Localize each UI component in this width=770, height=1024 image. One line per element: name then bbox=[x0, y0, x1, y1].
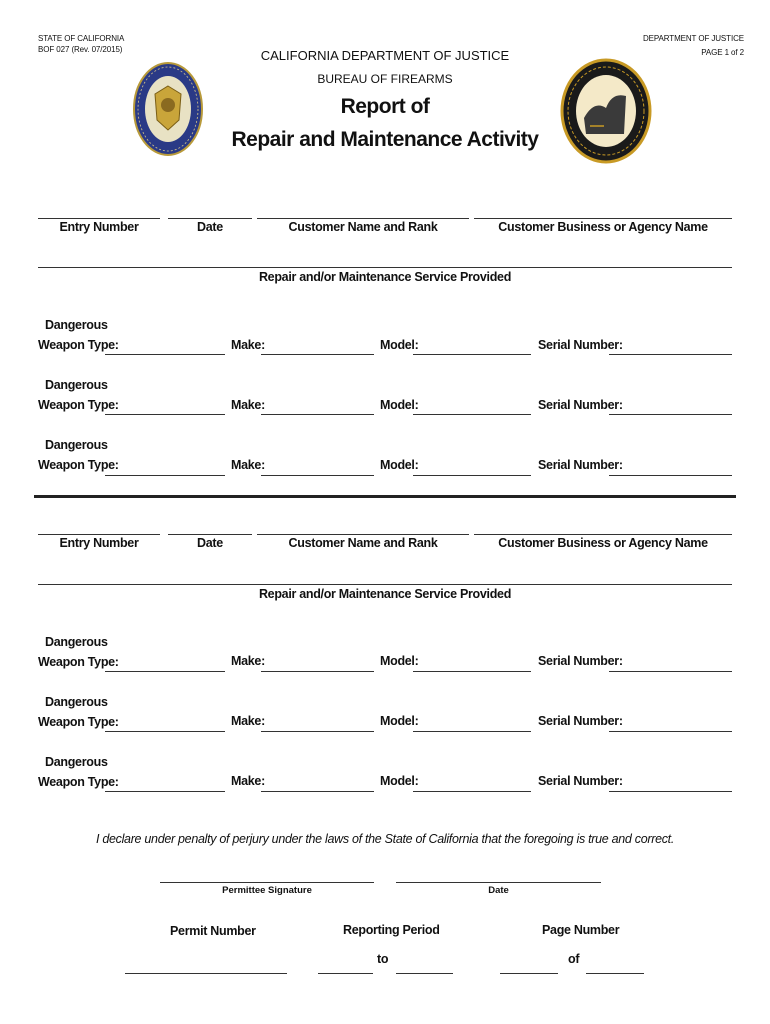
bureau-seal bbox=[132, 60, 204, 158]
model-label: Model: bbox=[380, 338, 419, 352]
signature-date-label: Date bbox=[488, 885, 509, 896]
signature-date-line[interactable] bbox=[396, 882, 601, 883]
make-label: Make: bbox=[231, 654, 265, 668]
customer-business-label: Customer Business or Agency Name bbox=[498, 536, 708, 550]
customer-business-line[interactable] bbox=[474, 534, 732, 535]
entry-number-label: Entry Number bbox=[59, 536, 139, 550]
bureau-name: BUREAU OF FIREARMS bbox=[317, 72, 453, 86]
model-label: Model: bbox=[380, 714, 419, 728]
section-divider bbox=[34, 495, 736, 498]
reporting-period-to-label: to bbox=[377, 952, 389, 966]
page-number-field[interactable] bbox=[500, 973, 558, 974]
entry-number-line[interactable] bbox=[38, 534, 160, 535]
page-title-line1: Report of bbox=[340, 95, 430, 118]
model-label: Model: bbox=[380, 458, 419, 472]
service-line[interactable] bbox=[38, 584, 732, 585]
page-number-label: Page Number bbox=[542, 923, 620, 937]
customer-name-label: Customer Name and Rank bbox=[288, 536, 438, 550]
customer-name-label: Customer Name and Rank bbox=[288, 220, 438, 234]
make-field[interactable] bbox=[261, 414, 374, 415]
page-of-label: of bbox=[568, 952, 580, 966]
date-line[interactable] bbox=[168, 534, 252, 535]
make-label: Make: bbox=[231, 398, 265, 412]
serial-field[interactable] bbox=[609, 671, 732, 672]
serial-label: Serial Number: bbox=[538, 774, 623, 788]
permit-number-label: Permit Number bbox=[170, 924, 256, 938]
weapon-type-field[interactable] bbox=[105, 475, 225, 476]
serial-label: Serial Number: bbox=[538, 398, 623, 412]
service-label: Repair and/or Maintenance Service Provided bbox=[258, 270, 512, 284]
serial-label: Serial Number: bbox=[538, 458, 623, 472]
page-indicator: PAGE 1 of 2 bbox=[701, 48, 744, 57]
serial-field[interactable] bbox=[609, 791, 732, 792]
make-label: Make: bbox=[231, 714, 265, 728]
model-field[interactable] bbox=[413, 354, 531, 355]
agency-name: CALIFORNIA DEPARTMENT OF JUSTICE bbox=[260, 48, 510, 63]
page-total-field[interactable] bbox=[586, 973, 644, 974]
dangerous-label: Dangerous bbox=[45, 695, 108, 709]
make-field[interactable] bbox=[261, 354, 374, 355]
date-label: Date bbox=[197, 220, 223, 234]
model-field[interactable] bbox=[413, 671, 531, 672]
permit-number-field[interactable] bbox=[125, 973, 287, 974]
weapon-type-label: Weapon Type: bbox=[38, 775, 119, 789]
make-label: Make: bbox=[231, 774, 265, 788]
serial-label: Serial Number: bbox=[538, 338, 623, 352]
weapon-type-label: Weapon Type: bbox=[38, 458, 119, 472]
model-field[interactable] bbox=[413, 475, 531, 476]
page-title-line2: Repair and Maintenance Activity bbox=[231, 128, 539, 151]
serial-field[interactable] bbox=[609, 731, 732, 732]
model-field[interactable] bbox=[413, 414, 531, 415]
dangerous-label: Dangerous bbox=[45, 635, 108, 649]
customer-name-line[interactable] bbox=[257, 534, 469, 535]
weapon-type-field[interactable] bbox=[105, 791, 225, 792]
model-label: Model: bbox=[380, 654, 419, 668]
permittee-signature-label: Permittee Signature bbox=[222, 885, 312, 896]
model-label: Model: bbox=[380, 774, 419, 788]
dangerous-label: Dangerous bbox=[45, 755, 108, 769]
customer-business-label: Customer Business or Agency Name bbox=[498, 220, 708, 234]
model-field[interactable] bbox=[413, 791, 531, 792]
weapon-type-field[interactable] bbox=[105, 354, 225, 355]
service-line[interactable] bbox=[38, 267, 732, 268]
serial-field[interactable] bbox=[609, 354, 732, 355]
reporting-period-end-field[interactable] bbox=[396, 973, 453, 974]
dangerous-label: Dangerous bbox=[45, 318, 108, 332]
form-id: BOF 027 (Rev. 07/2015) bbox=[38, 45, 123, 54]
make-field[interactable] bbox=[261, 475, 374, 476]
attorney-general-seal bbox=[560, 58, 652, 164]
state-label: STATE OF CALIFORNIA bbox=[38, 34, 125, 43]
declaration-text: I declare under penalty of perjury under the laws of the State of California that the foregoing is true and correct. bbox=[95, 832, 675, 846]
reporting-period-label: Reporting Period bbox=[343, 923, 440, 937]
weapon-type-field[interactable] bbox=[105, 414, 225, 415]
weapon-type-label: Weapon Type: bbox=[38, 338, 119, 352]
make-field[interactable] bbox=[261, 731, 374, 732]
dangerous-label: Dangerous bbox=[45, 438, 108, 452]
make-field[interactable] bbox=[261, 791, 374, 792]
serial-field[interactable] bbox=[609, 414, 732, 415]
department-label: DEPARTMENT OF JUSTICE bbox=[642, 34, 744, 43]
serial-field[interactable] bbox=[609, 475, 732, 476]
date-label: Date bbox=[197, 536, 223, 550]
customer-name-line[interactable] bbox=[257, 218, 469, 219]
make-label: Make: bbox=[231, 458, 265, 472]
model-field[interactable] bbox=[413, 731, 531, 732]
entry-number-label: Entry Number bbox=[59, 220, 139, 234]
make-label: Make: bbox=[231, 338, 265, 352]
weapon-type-field[interactable] bbox=[105, 671, 225, 672]
signature-line[interactable] bbox=[160, 882, 374, 883]
weapon-type-label: Weapon Type: bbox=[38, 715, 119, 729]
weapon-type-label: Weapon Type: bbox=[38, 655, 119, 669]
dangerous-label: Dangerous bbox=[45, 378, 108, 392]
customer-business-line[interactable] bbox=[474, 218, 732, 219]
date-line[interactable] bbox=[168, 218, 252, 219]
weapon-type-field[interactable] bbox=[105, 731, 225, 732]
service-label: Repair and/or Maintenance Service Provided bbox=[258, 587, 512, 601]
serial-label: Serial Number: bbox=[538, 714, 623, 728]
weapon-type-label: Weapon Type: bbox=[38, 398, 119, 412]
make-field[interactable] bbox=[261, 671, 374, 672]
reporting-period-start-field[interactable] bbox=[318, 973, 373, 974]
serial-label: Serial Number: bbox=[538, 654, 623, 668]
entry-number-line[interactable] bbox=[38, 218, 160, 219]
model-label: Model: bbox=[380, 398, 419, 412]
